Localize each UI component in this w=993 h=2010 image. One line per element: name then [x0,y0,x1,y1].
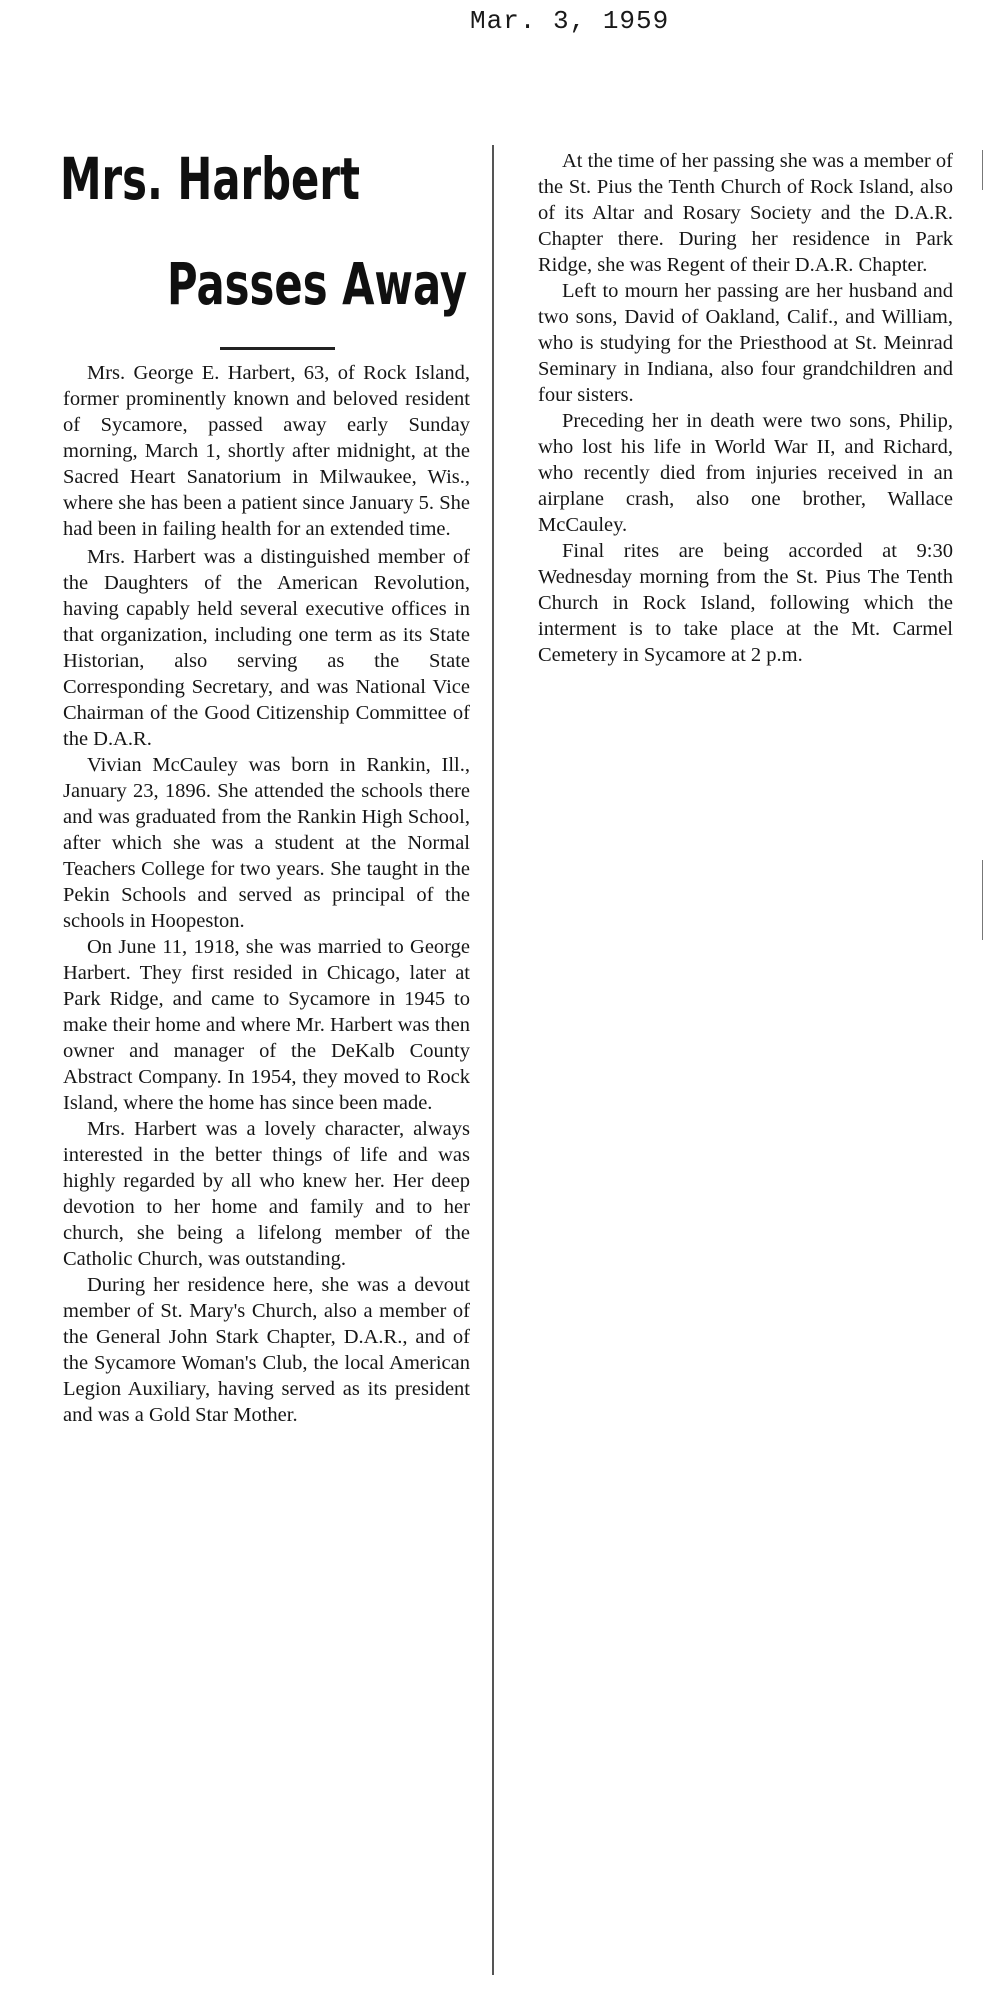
article-paragraph: At the time of her passing she was a member of the St. Pius the Tenth Church of Rock Island, also of its Altar and Rosary Society and the D.A.R. Chapter there. During her residence in Park Ridge, she was Regent of their D.A.R. Chapter. [538,150,953,276]
article-paragraph: Vivian McCauley was born in Rankin, Ill., January 23, 1896. She attended the schools there and was graduated from the Rankin High School, after which she was a student at the Normal Teachers College for two years. She taught in the Pekin Schools and served as principal of the schools in Hoopeston. [63,754,470,932]
article-paragraph: Mrs. Harbert was a distinguished member of the Daughters of the American Revolution, having capably held several executive offices in that organization, including one term as its State Historian, also serving as the State Corresponding Secretary, and was National Vice Chairman of the Good Citizenship Committee of the D.A.R. [63,546,470,750]
article-paragraph: Final rites are being accorded at 9:30 Wednesday morning from the St. Pius The Tenth Church in Rock Island, following which the interment is to take place at the Mt. Carmel Cemetery in Sycamore at 2 p.m. [538,540,953,666]
article-paragraph: Mrs. George E. Harbert, 63, of Rock Island, former prominently known and beloved resident of Sycamore, passed away early Sunday morning, March 1, shortly after midnight, at the Sacred Heart Sanatorium in Milwaukee, Wis., where she has been a patient since January 5. She had been in failing health for an extended time. [63,362,470,540]
clipping-date: Mar. 3, 1959 [470,6,670,36]
article-column-left [63,360,470,1428]
headline-line-1: Mrs. Harbert [60,145,360,213]
article-column-right [538,148,953,668]
column-divider [492,145,494,1975]
right-edge-rule [982,860,983,940]
article-paragraph: Preceding her in death were two sons, Philip, who lost his life in World War II, and Richard, who recently died from injuries received in an airplane crash, also one brother, Wallace McCauley. [538,410,953,536]
headline-underline [220,347,335,350]
headline-line-2: Passes Away [167,250,468,318]
article-paragraph: On June 11, 1918, she was married to George Harbert. They first resided in Chicago, later at Park Ridge, and came to Sycamore in 1945 to make their home and where Mr. Harbert was then owner and manager of the DeKalb County Abstract Company. In 1954, they moved to Rock Island, where the home has since been made. [63,936,471,1114]
article-paragraph: Left to mourn her passing are her husband and two sons, David of Oakland, Calif., and William, who is studying for the Priesthood at St. Meinrad Seminary in Indiana, also four grandchildren and four sisters. [538,280,953,406]
article-paragraph: During her residence here, she was a devout member of St. Mary's Church, also a member of the General John Stark Chapter, D.A.R., and of the Sycamore Woman's Club, the local American Legion Auxiliary, having served as its president and was a Gold Star Mother. [63,1274,470,1426]
right-edge-rule [982,150,983,190]
article-paragraph: Mrs. Harbert was a lovely character, always interested in the better things of life and was highly regarded by all who knew her. Her deep devotion to her home and family and to her church, she being a lifelong member of the Catholic Church, was outstanding. [63,1118,470,1270]
